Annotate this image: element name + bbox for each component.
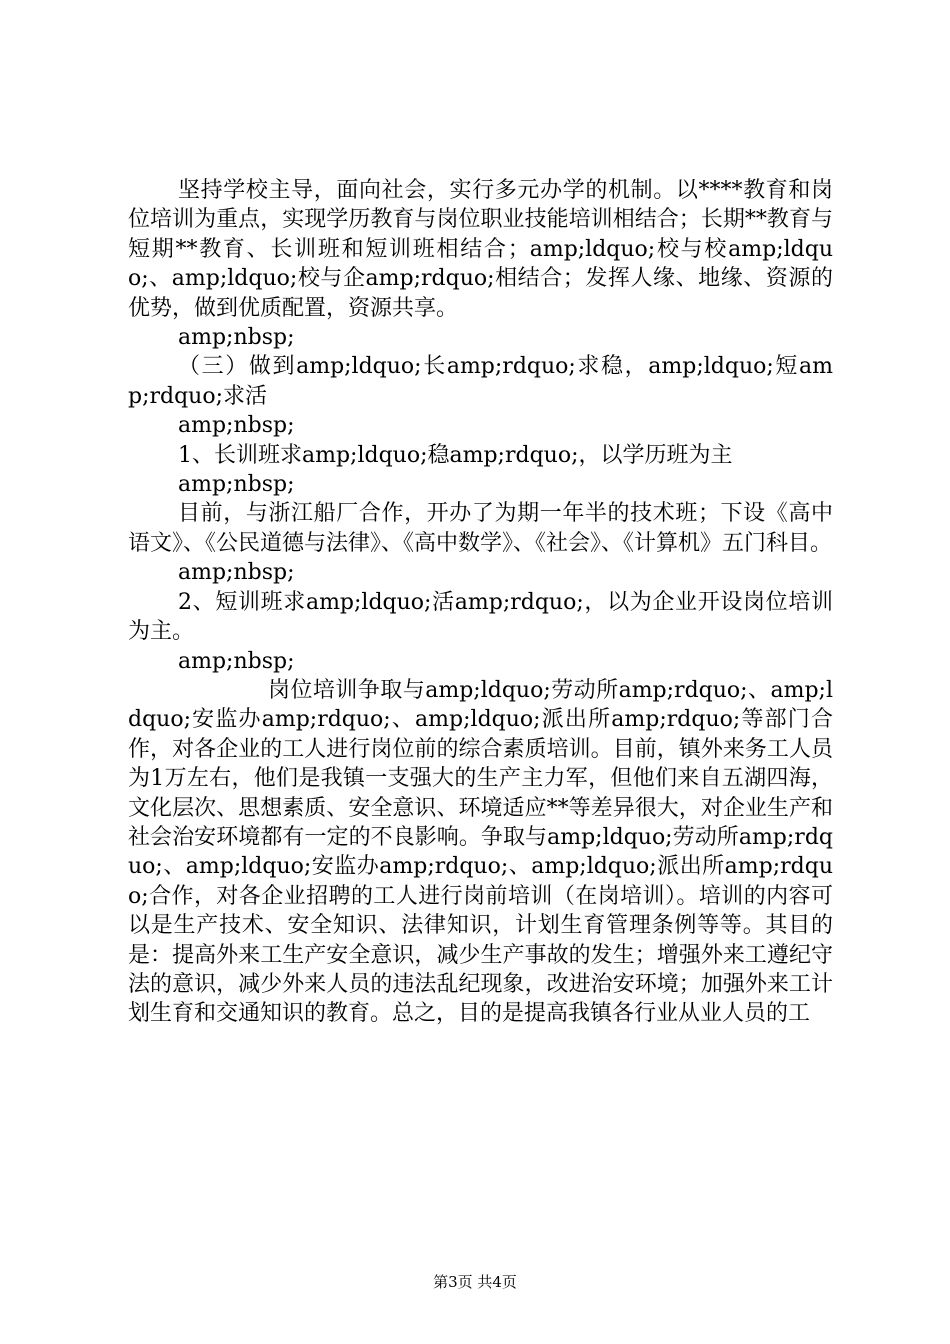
paragraph-nbsp-1: amp;nbsp; xyxy=(178,325,295,351)
document-body xyxy=(128,176,833,1029)
paragraph-nbsp-4: amp;nbsp; xyxy=(178,560,295,586)
paragraph-short-course-heading: 2、短训班求amp;ldquo;活amp;rdquo;，以为企业开设岗位培训为主。 xyxy=(128,589,833,645)
paragraph-shipyard-cooperation: 目前，与浙江船厂合作，开办了为期一年半的技术班；下设《高中语文》、《公民道德与法律》、《高中数学》、《社会》、《计算机》五门科目。 xyxy=(128,501,833,556)
paragraph-long-course-heading: 1、长训班求amp;ldquo;稳amp;rdquo;，以学历班为主 xyxy=(178,442,733,468)
paragraph-nbsp-5: amp;nbsp; xyxy=(178,648,295,674)
paragraph-job-training: 岗位培训争取与amp;ldquo;劳动所amp;rdquo;、amp;ldquo;安监办amp;rdquo;、amp;ldquo;派出所amp;rdquo;等部门合作，对各企业的工人进行岗位前的综合素质培训。目前，镇外来务工人员为1万左右，他们是我镇一支强大的生产主力军，但他们来自五湖四海，文化层次、思想素质、安全意识、环境适应**等差异很大，对企业生产和社会治安环境都有一定的不良影响。争取与amp;ldquo;劳动所amp;rdquo;、amp;ldquo;安监办amp;rdquo;、amp;ldquo;派出所amp;rdquo;合作，对各企业招聘的工人进行岗前培训（在岗培训）。培训的内容可以是生产技术、安全知识、法律知识，计划生育管理条例等等。其目的是：提高外来工生产安全意识，减少生产事故的发生；增强外来工遵纪守法的意识，减少外来人员的违法乱纪现象，改进治安环境；加强外来工计划生育和交通知识的教育。总之，目的是提高我镇各行业从业人员的工 xyxy=(128,677,833,1027)
paragraph-section-three-heading: （三）做到amp;ldquo;长amp;rdquo;求稳，amp;ldquo;短amp;rdquo;求活 xyxy=(128,354,833,409)
paragraph-school-led: 坚持学校主导，面向社会，实行多元办学的机制。以****教育和岗位培训为重点，实现学历教育与岗位职业技能培训相结合；长期**教育与短期**教育、长训班和短训班相结合；amp;ldquo;校与校amp;ldquo;、amp;ldquo;校与企amp;rdquo;相结合；发挥人缘、地缘、资源的优势，做到优质配置，资源共享。 xyxy=(128,178,833,321)
paragraph-nbsp-2: amp;nbsp; xyxy=(178,413,295,439)
page-footer: 第3页 共4页 xyxy=(433,1273,517,1291)
paragraph-nbsp-3: amp;nbsp; xyxy=(178,472,295,498)
